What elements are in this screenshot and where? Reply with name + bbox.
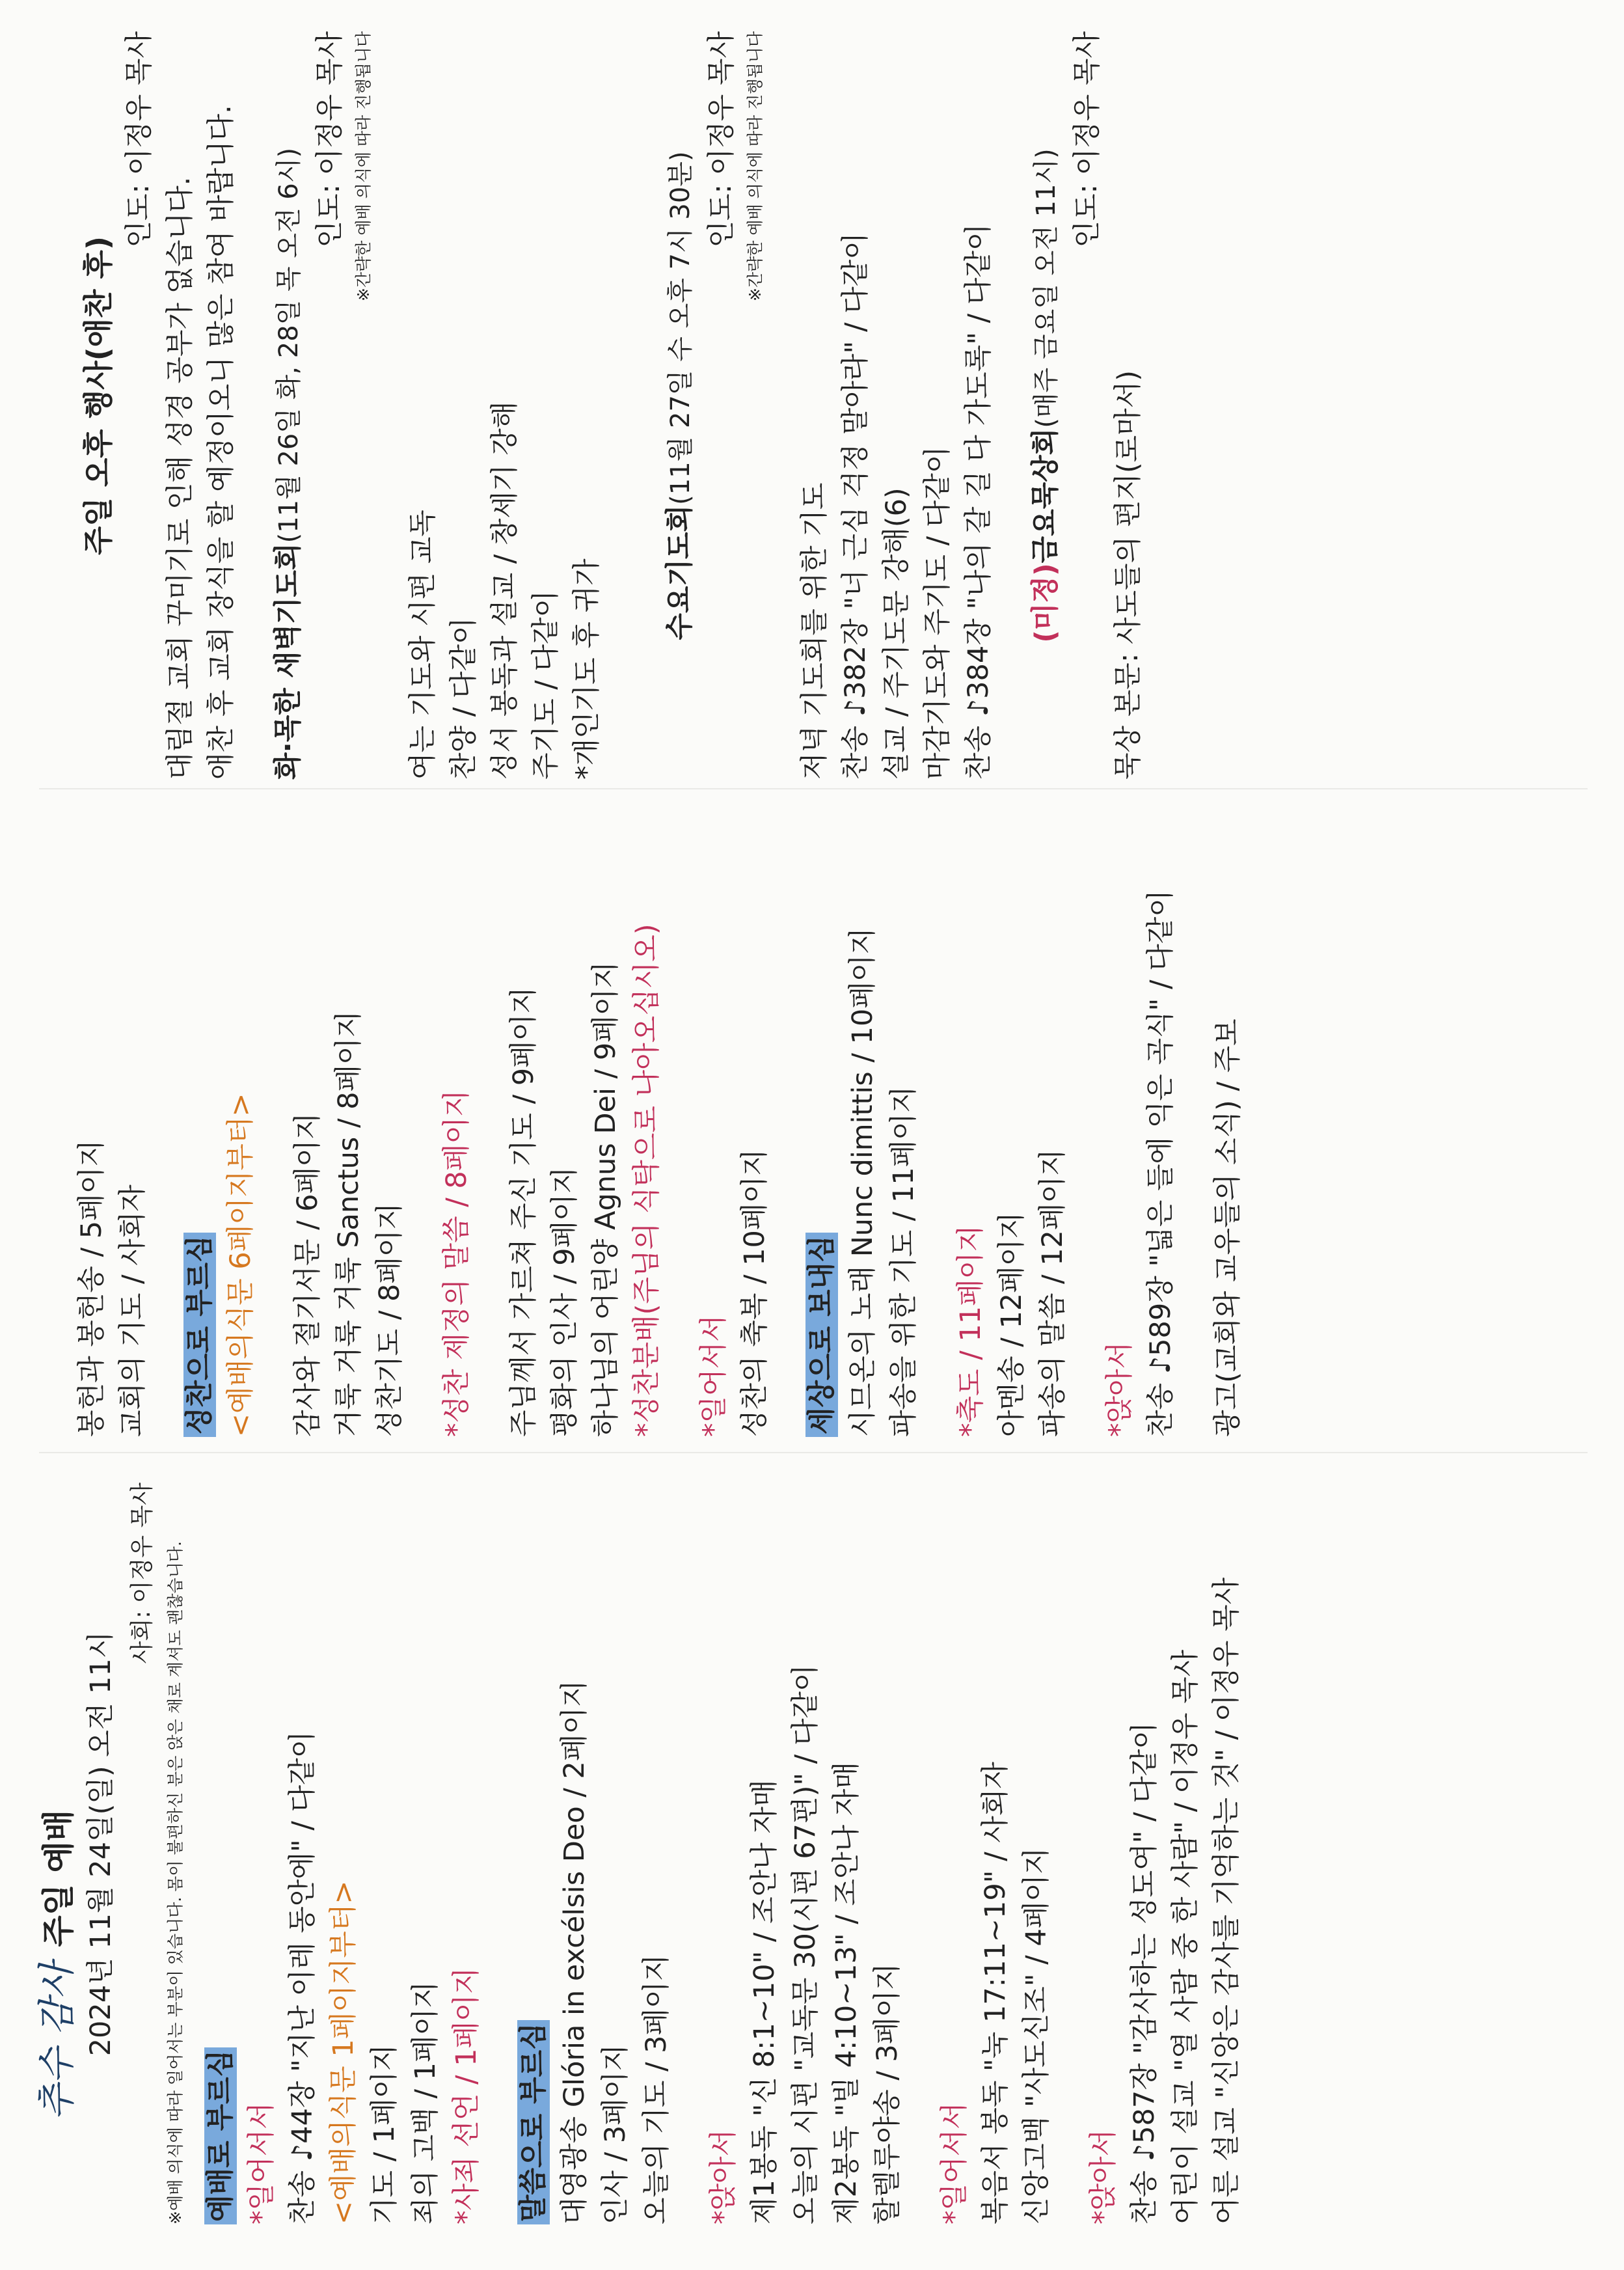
rubric-sit-closing: *앉아서 bbox=[1103, 1341, 1136, 1437]
rubric-stand-blessing: *일어서서 bbox=[697, 1315, 730, 1437]
column-divider-2 bbox=[39, 788, 1588, 789]
closing-hymn: 찬송 ♪589장 "넓은 들에 익은 곡식" / 다같이 bbox=[1144, 890, 1177, 1437]
wednesday-hymn-1: 찬송 ♪382장 "너 근심 걱정 말아라" / 다같이 bbox=[839, 232, 872, 780]
friday-leader: 인도: 이정우 목사 bbox=[1071, 31, 1103, 248]
service-datetime: 2024년 11월 24일(일) 오전 11시 bbox=[85, 1631, 117, 2057]
prayers-of-the-church: 교회의 기도 / 사회자 bbox=[116, 1184, 149, 1437]
greeting: 인사 / 3페이지 bbox=[599, 2044, 632, 2224]
second-reading: 제2봉독 "빌 4:10~13" / 조안나 자매 bbox=[830, 1762, 863, 2224]
wednesday-closing: 마감기도와 주기도 / 다같이 bbox=[921, 446, 954, 780]
alleluia: 할렐루야송 / 3페이지 bbox=[871, 1963, 904, 2224]
opening-hymn: 찬송 ♪44장 "지난 이레 동안에" / 다같이 bbox=[286, 1730, 319, 2224]
wednesday-hymn-2: 찬송 ♪384장 "나의 갈 길 다 가도록" / 다같이 bbox=[962, 223, 995, 780]
wednesday-evening-prayer: 저녁 기도회를 위한 기도 bbox=[798, 482, 831, 780]
dawn-leader: 인도: 이정우 목사 bbox=[314, 31, 346, 248]
dawn-opening: 여는 기도와 시편 교독 bbox=[407, 510, 439, 780]
dismissal: 파송의 말씀 / 12페이지 bbox=[1036, 1149, 1069, 1437]
order-of-worship-column bbox=[26, 1463, 1247, 2224]
rubric-stand: *일어서서 bbox=[245, 2102, 278, 2224]
first-reading: 제1봉독 "신 8:1~10" / 조안나 자매 bbox=[748, 1779, 781, 2224]
dawn-prayer-title bbox=[268, 12, 310, 780]
afternoon-line-2: 애찬 후 교회 장식을 할 예정이오니 많은 참여 바랍니다. bbox=[205, 105, 237, 780]
wednesday-note: ※간략한 예배 의식에 따라 진행됩니다 bbox=[746, 31, 765, 301]
wednesday-sermon: 설교 / 주기도문 강해(6) bbox=[880, 487, 913, 780]
amen: 아멘송 / 12페이지 bbox=[995, 1212, 1028, 1437]
column-divider bbox=[39, 1452, 1588, 1453]
words-of-institution: *성찬 제정의 말씀 / 8페이지 bbox=[440, 1089, 473, 1437]
wednesday-prayer-name: 수요기도회 bbox=[664, 504, 696, 640]
section-heading-sending: 세상으로 보내심 bbox=[805, 1233, 838, 1437]
opening-prayer: 기도 / 1페이지 bbox=[368, 2044, 401, 2224]
confession: 죄의 고백 / 1페이지 bbox=[409, 1981, 442, 2224]
afternoon-line-1: 대림절 교회 꾸미기로 인해 성경 공부가 없습니다. bbox=[164, 176, 196, 780]
communion-blessing: 성찬의 축복 / 10페이지 bbox=[738, 1149, 771, 1437]
dawn-prayer-schedule: (11월 26일 화, 28일 목 오전 6시) bbox=[274, 147, 304, 543]
collect-of-the-day: 오늘의 기도 / 3페이지 bbox=[640, 1954, 673, 2224]
afternoon-leader: 인도: 이정우 목사 bbox=[123, 31, 156, 248]
dawn-reading: 성서 봉독과 설교 / 창세기 강해 bbox=[489, 401, 521, 780]
psalm-of-the-day: 오늘의 시편 "교독문 30(시편 67편)" / 다같이 bbox=[789, 1664, 822, 2224]
section-heading-word: 말씀으로 부르심 bbox=[517, 2020, 550, 2224]
eucharist-column bbox=[72, 786, 1249, 1437]
section-heading-eucharist: 성찬으로 부르심 bbox=[183, 1233, 216, 1437]
friday-meditation-schedule: (매주 금요일 오전 11시) bbox=[1031, 148, 1061, 428]
rubric-stand-gospel: *일어서서 bbox=[938, 2102, 971, 2224]
dawn-praise: 찬양 / 다같이 bbox=[448, 617, 480, 780]
sermon: 어른 설교 "신앙은 감사를 기억하는 것" / 이정우 목사 bbox=[1210, 1577, 1243, 2224]
thanksgiving-script-title: 추수 감사 bbox=[34, 1962, 79, 2120]
benediction: *축도 / 11페이지 bbox=[954, 1225, 987, 1437]
liturgy-page-rubric-6: <예배의식문 6페이지부터> bbox=[224, 1093, 257, 1437]
friday-text: 묵상 본문: 사도들의 편지(로마서) bbox=[1112, 370, 1144, 780]
agnus-dei: 하나님의 어린양 Agnus Dei / 9페이지 bbox=[589, 961, 622, 1437]
sending-prayer: 파송을 위한 기도 / 11페이지 bbox=[887, 1086, 920, 1437]
absolution: *사죄 선언 / 1페이지 bbox=[450, 1967, 483, 2224]
dawn-lords-prayer: 주기도 / 다같이 bbox=[530, 590, 562, 780]
sermon-hymn: 찬송 ♪587장 "감사하는 성도여" / 다같이 bbox=[1128, 1722, 1161, 2224]
announcements: 광고(교회와 교우들의 소식) / 주보 bbox=[1211, 1019, 1244, 1437]
lords-prayer: 주님께서 가르쳐 주신 기도 / 9페이지 bbox=[508, 987, 540, 1437]
rubric-sit-sermon: *앉아서 bbox=[1087, 2129, 1120, 2224]
dawn-prayer-name: 화·목한 새벽기도회 bbox=[272, 543, 304, 780]
children-sermon: 어린이 설교 "열 사람 중 한 사람" / 이정우 목사 bbox=[1169, 1649, 1202, 2224]
creed: 신앙고백 "사도신조" / 4페이지 bbox=[1020, 1847, 1053, 2224]
preface: 감사와 절기서문 / 6페이지 bbox=[291, 1112, 324, 1437]
sharing-of-peace: 평화의 인사 / 9페이지 bbox=[548, 1166, 581, 1437]
weekly-events-column bbox=[78, 12, 1149, 780]
nunc-dimittis: 시므온의 노래 Nunc dimittis / 10페이지 bbox=[846, 927, 879, 1437]
liturgy-page-rubric: <예배의식문 1페이지부터> bbox=[327, 1880, 360, 2224]
gloria: 대영광송 Glória in excélsis Deo / 2페이지 bbox=[558, 1680, 591, 2224]
gospel-reading: 복음서 봉독 "눅 17:11~19" / 사회자 bbox=[979, 1762, 1012, 2224]
dawn-personal: *개인기도 후 귀가 bbox=[571, 558, 603, 780]
sanctus: 거룩 거룩 거룩 Sanctus / 8페이지 bbox=[332, 1010, 365, 1437]
afternoon-title: 주일 오후 행사(애찬 후) bbox=[81, 236, 116, 556]
rubric-sit: *앉아서 bbox=[707, 2129, 740, 2224]
wednesday-prayer-title bbox=[660, 12, 701, 780]
friday-tentative-tag: (미정) bbox=[1029, 563, 1062, 643]
section-heading-call-to-worship: 예배로 부르심 bbox=[204, 2047, 237, 2224]
standing-note: ※예배 의식에 따라 일어서는 부분이 있습니다. 몸이 불편하신 분은 앉은 채로 계셔도 괜찮습니다. bbox=[166, 1541, 185, 2224]
service-title bbox=[26, 1463, 81, 2224]
dawn-note: ※간략한 예배 의식에 따라 진행됩니다 bbox=[354, 31, 373, 301]
eucharistic-prayer: 성찬기도 / 8페이지 bbox=[373, 1203, 406, 1437]
offering: 봉헌과 봉헌송 / 5페이지 bbox=[75, 1140, 108, 1437]
wednesday-leader: 인도: 이정우 목사 bbox=[705, 31, 738, 248]
friday-meditation-name: 금요묵상회 bbox=[1029, 428, 1062, 564]
page-title: 주일 예배 bbox=[40, 1809, 77, 1947]
service-leader: 사회: 이정우 목사 bbox=[129, 1483, 156, 1664]
friday-meditation-title bbox=[1025, 12, 1067, 780]
distribution: *성찬분배(주님의 식탁으로 나아오십시오) bbox=[630, 923, 663, 1437]
wednesday-prayer-schedule: (11월 27일 수 오후 7시 30분) bbox=[666, 151, 696, 505]
